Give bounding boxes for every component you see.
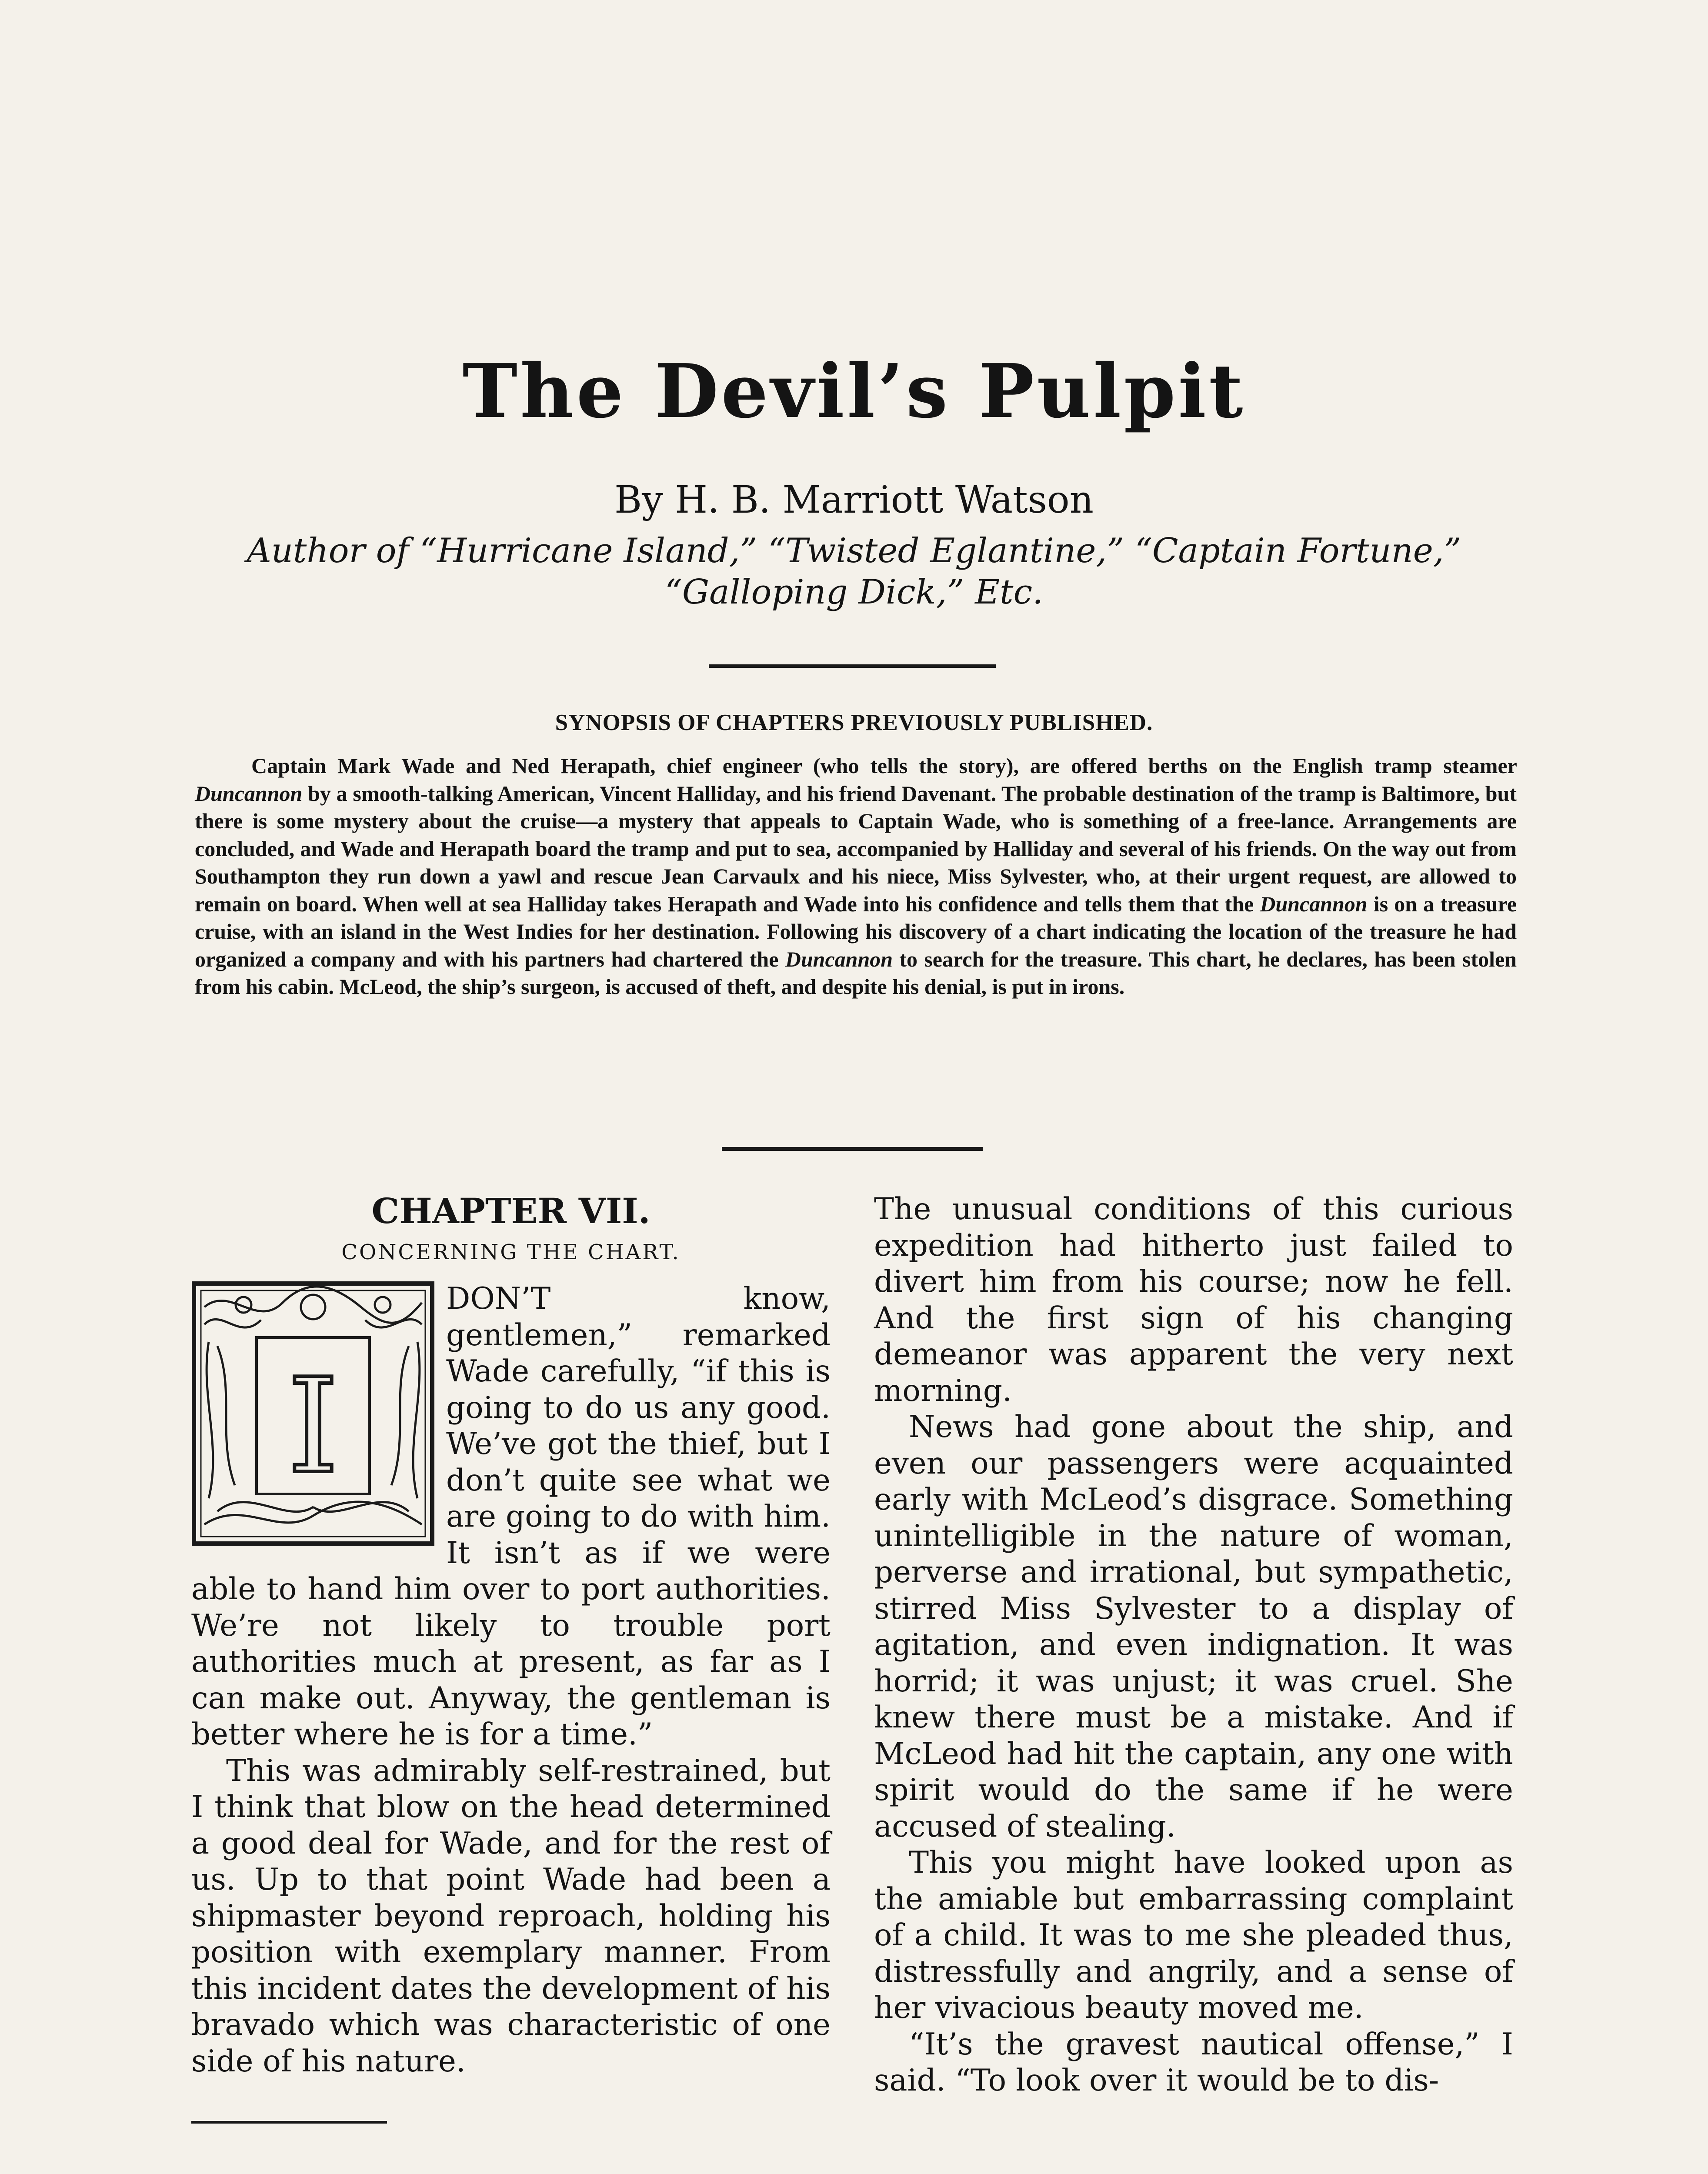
paragraph: News had gone about the ship, and even our passengers were acquainted early with McLeod’s disgrace. Something unintelligible in the nature of woman, perverse and irrational, but sympathetic, stirred Miss Sylvester to a display of agitation, and even indignation. It was horrid; it was unjust; it was cruel. She knew there must be a mistake. And if McLeod had hit the captain, any one with spirit would do the same if he were accused of stealing. (874, 1410, 1513, 1844)
text-column-right (874, 1191, 1513, 2099)
author-credits (217, 530, 1491, 613)
author-works-line-2: “Galloping Dick,” Etc. (664, 573, 1044, 612)
paragraph: DON’T know, gentlemen,” remarked Wade carefully, “if this is going to do us any good. We’ve got the thief, but I don’t quite see what we are going to do with him. It isn’t as if we were able to hand him over to port authorities. We’re not likely to trouble port authorities much at present, as far as I can make out. Anyway, the gentleman is better where he is for a time.” (191, 1281, 831, 1752)
author-works-line-1: “Hurricane Island,” “Twisted Eglantine,” “Captain Fortune,” (420, 531, 1461, 570)
byline: By H. B. Marriott Watson (614, 478, 1094, 522)
paragraph: The unusual conditions of this curious expedition had hitherto just failed to divert him from his course; now he fell. And the first sign of his changing demeanor was apparent the very next morning. (874, 1192, 1513, 1408)
story-title: The Devil’s Pulpit (462, 348, 1246, 435)
dropcap-letter: I (287, 1350, 339, 1502)
author-of-prefix: Author of (247, 531, 409, 570)
ship-name: Duncannon (195, 781, 303, 806)
paragraph: This was admirably self-restrained, but I think that blow on the head determined a good deal for Wade, and for the rest of us. Up to that point Wade had been a shipmaster beyond reproach, holding his position with exemplary manner. From this incident dates the development of his bravado which was characteristic of one side of his nature. (191, 1753, 831, 2079)
text-column-left (191, 1191, 831, 2080)
ship-name: Duncannon (1260, 891, 1368, 916)
chapter-title: CHAPTER VII. (371, 1190, 651, 1231)
divider-rule (722, 1147, 983, 1151)
ship-name: Duncannon (785, 947, 893, 971)
paragraph: “It’s the gravest nautical offense,” I said. “To look over it would be to dis- (874, 2027, 1513, 2098)
divider-rule (709, 664, 996, 668)
synopsis-heading: SYNOPSIS OF CHAPTERS PREVIOUSLY PUBLISHED. (555, 710, 1153, 735)
footnote-rule (191, 2121, 387, 2124)
synopsis-text: Captain Mark Wade and Ned Herapath, chief engineer (who tells the story), are offered berths on the English tramp steamer Duncannon by a smooth-talking American, Vincent Halliday, and his friend Davenant. The probable destination of the tramp is Baltimore, but there is some mystery about the cruise—a mystery that appeals to Captain Wade, who is something of a free-lance. Arrangements are concluded, and Wade and Herapath board the tramp and put to sea, accompanied by Halliday and several of his friends. On the way out from Southampton they run down a yawl and rescue Jean Carvaulx and his niece, Miss Sylvester, who, at their urgent request, are allowed to remain on board. When well at sea Halliday takes Herapath and Wade into his confidence and tells them that the Duncannon is on a treasure cruise, with an island in the West Indies for her destination. Following his discovery of a chart indicating the location of the treasure he had organized a company and with his partners had chartered the Duncannon to search for the treasure. This chart, he declares, has been stolen from his cabin. McLeod, the ship’s surgeon, is accused of theft, and despite his denial, is put in irons. (195, 754, 1517, 999)
paragraph: This you might have looked upon as the amiable but embarrassing complaint of a child. It was to me she pleaded thus, distressfully and angrily, and a sense of her vivacious beauty moved me. (874, 1845, 1513, 2025)
ornamental-dropcap (191, 1281, 435, 1546)
chapter-subtitle: CONCERNING THE CHART. (341, 1240, 681, 1264)
